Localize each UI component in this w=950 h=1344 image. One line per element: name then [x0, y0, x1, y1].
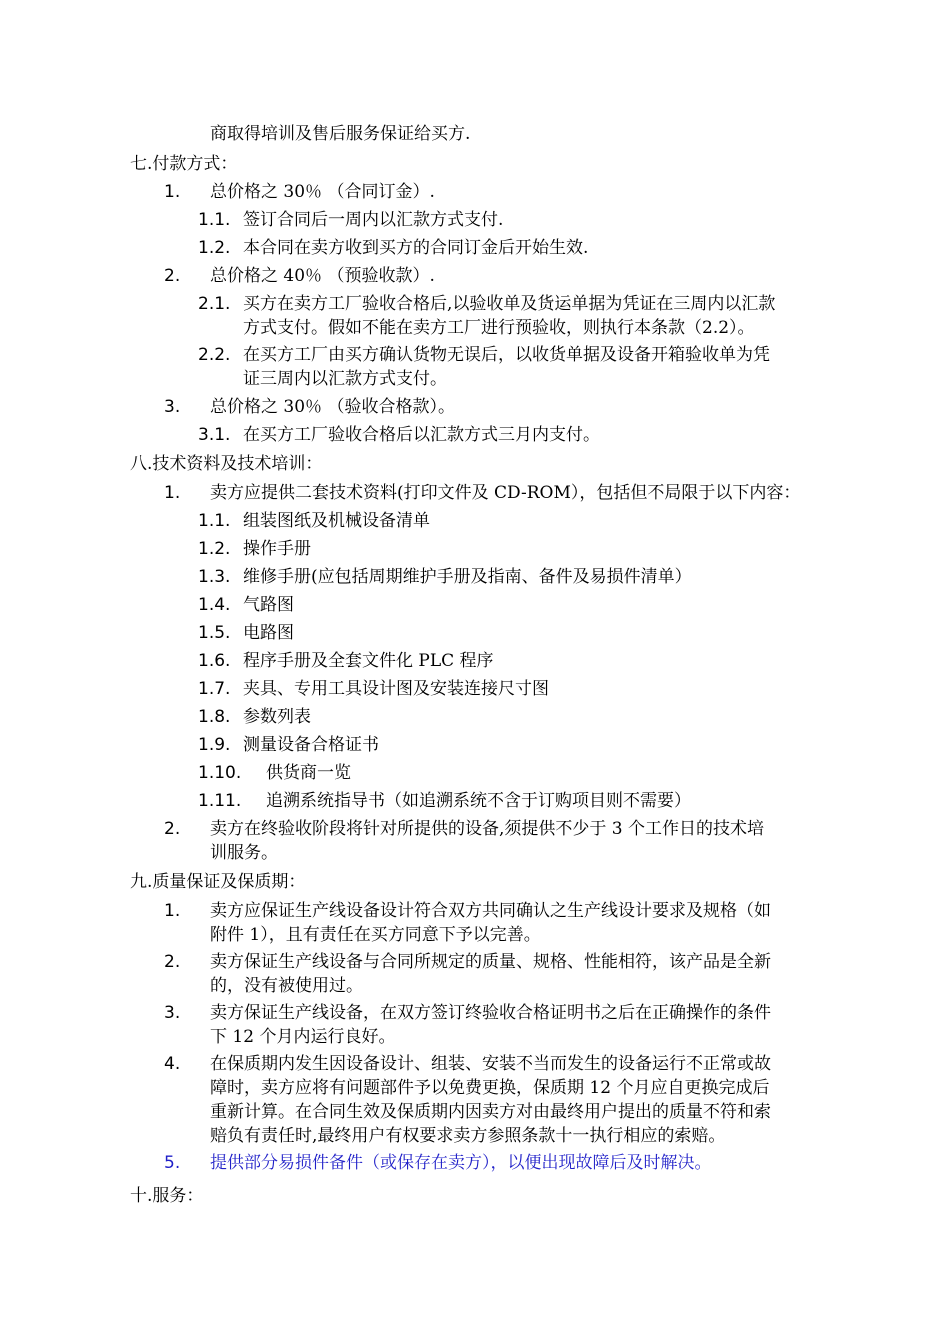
item-9-4-number: 4. — [164, 1054, 181, 1074]
item-7-2-2-number: 2.2. — [198, 345, 231, 365]
item-7-2-1-continuation: 方式支付。假如不能在卖方工厂进行预验收，则执行本条款（2.2）。 — [243, 318, 755, 338]
item-8-1-5-text: 电路图 — [243, 623, 294, 643]
item-8-1-10-text: 供货商一览 — [266, 763, 351, 783]
intro-line: 商取得培训及售后服务保证给买方. — [210, 124, 471, 144]
section-9-number: 九 — [130, 872, 147, 892]
item-9-2-number: 2. — [164, 952, 181, 972]
section-7-number: 七 — [130, 154, 147, 174]
item-9-2-continuation: 的，没有被使用过。 — [210, 976, 363, 996]
section-10-heading — [130, 1185, 203, 1207]
item-8-2-continuation: 训服务。 — [210, 843, 278, 863]
section-9-title: .质量保证及保质期： — [147, 872, 306, 892]
item-8-1-10-number: 1.10. — [198, 763, 242, 783]
item-7-1-text: 总价格之 30％ （合同订金）. — [210, 182, 435, 202]
item-8-1-6-number: 1.6. — [198, 651, 231, 671]
item-8-1-1-text: 组装图纸及机械设备清单 — [243, 511, 430, 531]
item-8-2-number: 2. — [164, 819, 181, 839]
item-7-1-1-text: 签订合同后一周内以汇款方式支付. — [243, 210, 504, 230]
item-8-1-11-text: 追溯系统指导书（如追溯系统不含于订购项目则不需要） — [266, 791, 691, 811]
section-8-title: .技术资料及技术培训： — [147, 454, 323, 474]
item-9-1-continuation: 附件 1），且有责任在买方同意下予以完善。 — [210, 925, 541, 945]
item-7-3-1-text: 在买方工厂验收合格后以汇款方式三月内支付。 — [243, 425, 600, 445]
section-9-heading — [130, 871, 305, 893]
item-8-1-8-text: 参数列表 — [243, 707, 311, 727]
item-8-1-2-text: 操作手册 — [243, 539, 311, 559]
item-7-2-text: 总价格之 40％ （预验收款）. — [210, 266, 435, 286]
item-8-1-1-number: 1.1. — [198, 511, 231, 531]
section-7-heading — [130, 153, 237, 175]
section-10-title: .服务： — [147, 1186, 204, 1206]
section-10-number: 十 — [130, 1186, 147, 1206]
item-7-2-2-continuation: 证三周内以汇款方式支付。 — [243, 369, 447, 389]
item-7-1-number: 1. — [164, 182, 181, 202]
item-8-1-7-text: 夹具、专用工具设计图及安装连接尺寸图 — [243, 679, 549, 699]
item-7-3-text: 总价格之 30％ （验收合格款）。 — [210, 397, 455, 417]
item-9-1-text: 卖方应保证生产线设备设计符合双方共同确认之生产线设计要求及规格（如 — [210, 901, 771, 921]
item-9-3-continuation: 下 12 个月内运行良好。 — [210, 1027, 396, 1047]
item-8-1-6-text: 程序手册及全套文件化 PLC 程序 — [243, 651, 494, 671]
item-8-1-7-number: 1.7. — [198, 679, 231, 699]
item-9-1-number: 1. — [164, 901, 181, 921]
item-8-1-5-number: 1.5. — [198, 623, 231, 643]
item-9-4-text: 在保质期内发生因设备设计、组装、安装不当而发生的设备运行不正常或故 — [210, 1054, 771, 1074]
item-9-4-continuation-3: 赔负有责任时,最终用户有权要求卖方参照条款十一执行相应的索赔。 — [210, 1126, 726, 1146]
item-8-2-text: 卖方在终验收阶段将针对所提供的设备,须提供不少于 3 个工作日的技术培 — [210, 819, 765, 839]
item-7-2-number: 2. — [164, 266, 181, 286]
item-7-1-2-text: 本合同在卖方收到买方的合同订金后开始生效. — [243, 238, 589, 258]
item-8-1-text: 卖方应提供二套技术资料(打印文件及 CD-ROM），包括但不局限于以下内容： — [210, 483, 801, 503]
item-8-1-3-text: 维修手册(应包括周期维护手册及指南、备件及易损件清单） — [243, 567, 692, 587]
section-8-number: 八 — [130, 454, 147, 474]
section-8-heading — [130, 453, 322, 475]
item-9-4-continuation-1: 障时，卖方应将有问题部件予以免费更换，保质期 12 个月应自更换完成后 — [210, 1078, 770, 1098]
item-8-1-4-number: 1.4. — [198, 595, 231, 615]
item-9-4-continuation-2: 重新计算。在合同生效及保质期内因卖方对由最终用户提出的质量不符和索 — [210, 1102, 771, 1122]
section-7-title: .付款方式： — [147, 154, 238, 174]
item-8-1-4-text: 气路图 — [243, 595, 294, 615]
item-8-1-3-number: 1.3. — [198, 567, 231, 587]
item-7-2-2-text: 在买方工厂由买方确认货物无误后，以收货单据及设备开箱验收单为凭 — [243, 345, 770, 365]
item-7-1-2-number: 1.2. — [198, 238, 231, 258]
item-8-1-9-text: 测量设备合格证书 — [243, 735, 379, 755]
item-8-1-2-number: 1.2. — [198, 539, 231, 559]
item-9-2-text: 卖方保证生产线设备与合同所规定的质量、规格、性能相符，该产品是全新 — [210, 952, 771, 972]
item-9-5-number: 5. — [164, 1153, 181, 1173]
item-9-5-text: 提供部分易损件备件（或保存在卖方），以便出现故障后及时解决。 — [210, 1153, 712, 1173]
item-7-1-1-number: 1.1. — [198, 210, 231, 230]
item-7-2-1-number: 2.1. — [198, 294, 231, 314]
item-9-3-text: 卖方保证生产线设备，在双方签订终验收合格证明书之后在正确操作的条件 — [210, 1003, 771, 1023]
item-8-1-11-number: 1.11. — [198, 791, 242, 811]
item-9-3-number: 3. — [164, 1003, 181, 1023]
item-7-3-number: 3. — [164, 397, 181, 417]
item-7-2-1-text: 买方在卖方工厂验收合格后,以验收单及货运单据为凭证在三周内以汇款 — [243, 294, 776, 314]
item-8-1-number: 1. — [164, 483, 181, 503]
item-8-1-8-number: 1.8. — [198, 707, 231, 727]
item-8-1-9-number: 1.9. — [198, 735, 231, 755]
item-7-3-1-number: 3.1. — [198, 425, 231, 445]
